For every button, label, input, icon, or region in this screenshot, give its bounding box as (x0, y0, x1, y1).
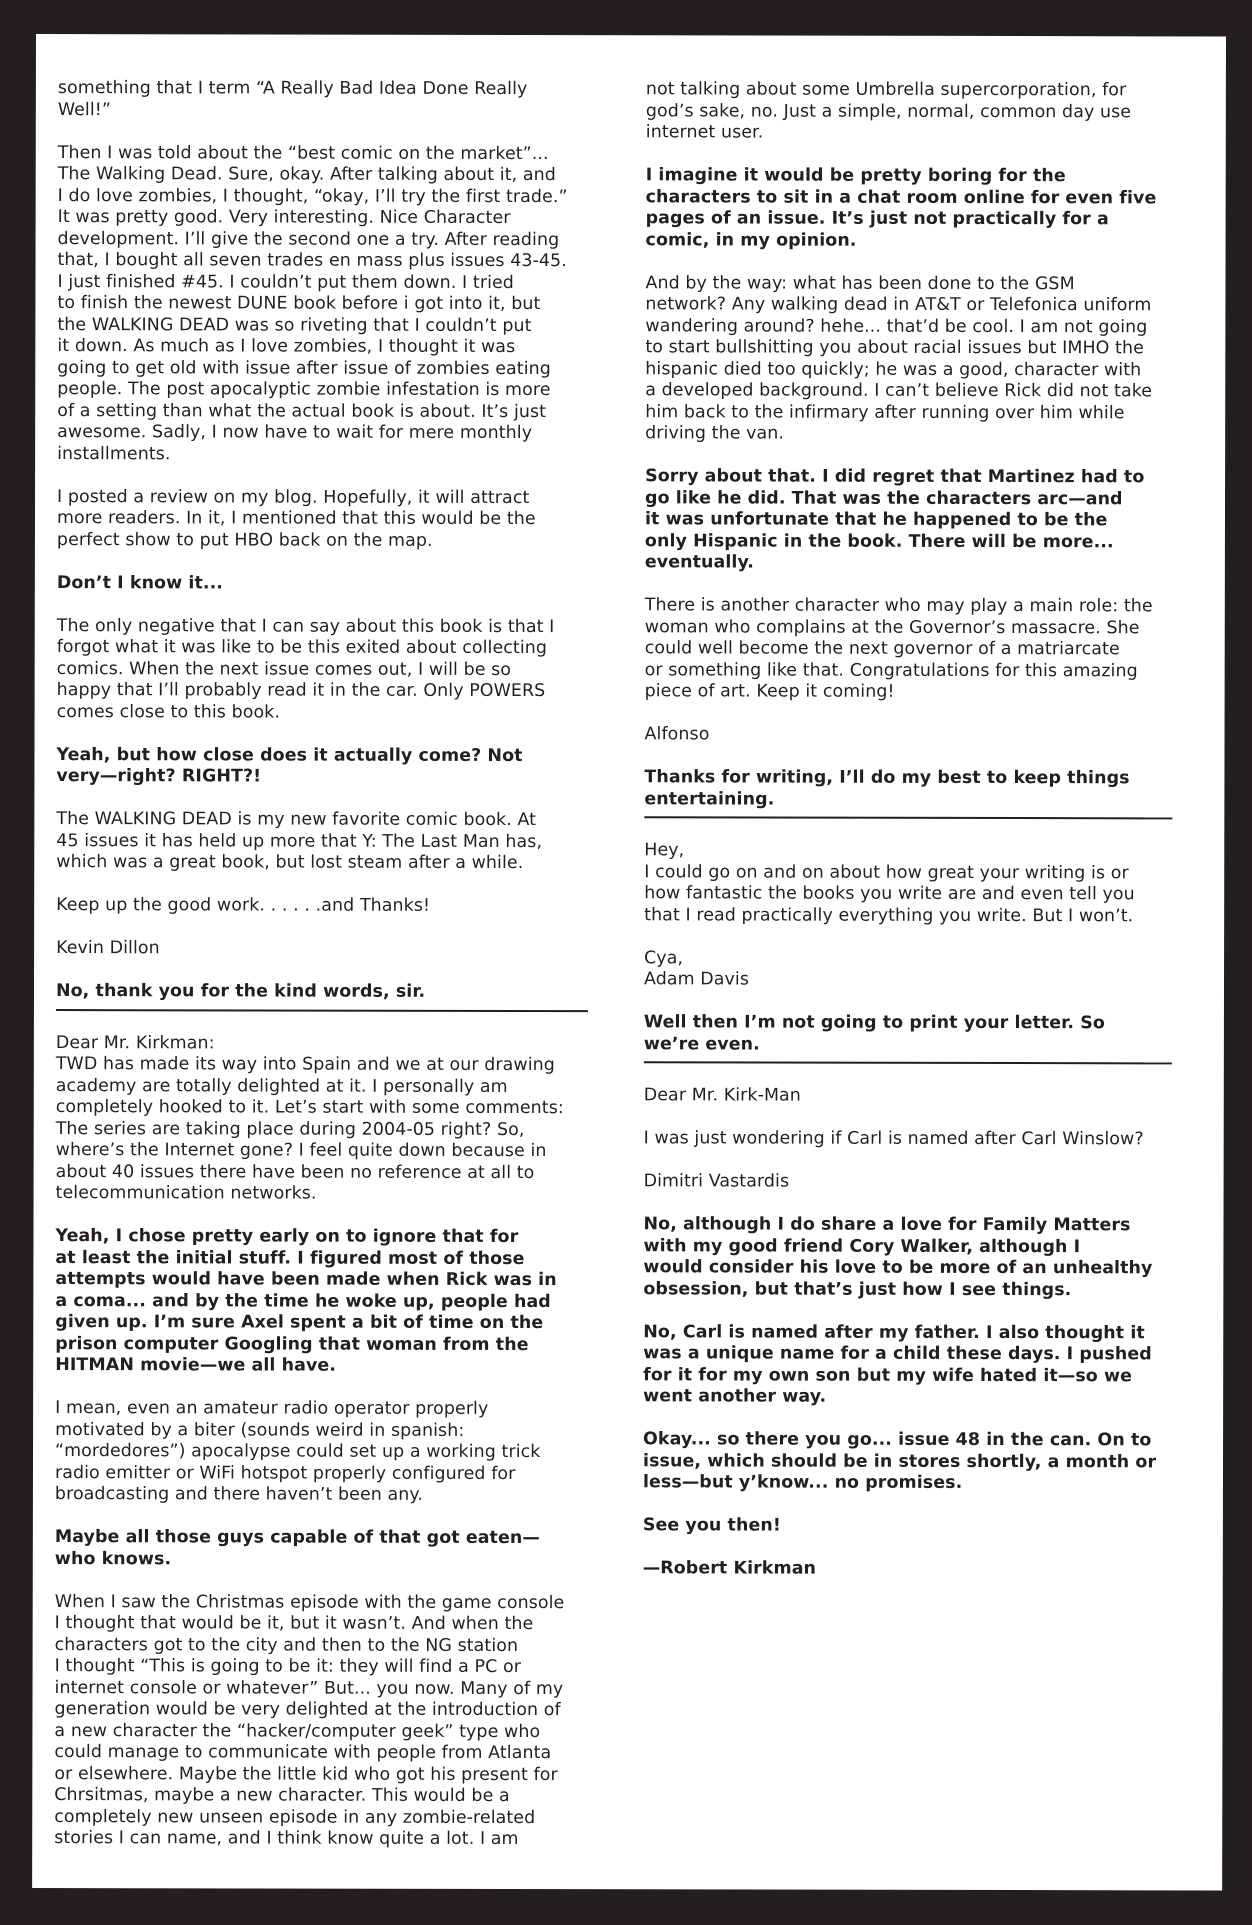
left-column (54, 78, 638, 1872)
letter-divider (644, 1061, 1172, 1064)
right-column (643, 79, 1206, 1602)
editor-reply: Yeah, I chose pretty early on to ignore that for at least the initial stuff. I figured most of those attempts would have been made when Rick was in a coma... and by the time he woke up, people had given up. I’m sure Axel spent a bit of time on the prison computer Googling that woman from the HITMAN movie—we all have. (55, 1226, 557, 1376)
letter-salutation: Dear Mr. Kirk-Man (643, 1085, 801, 1106)
editor-reply: See you then! (642, 1515, 781, 1536)
editor-reply: Okay... so there you go... issue 48 in the can. On to issue, which should be in stores shortly, a month or less—but y’know... no promises. (642, 1429, 1157, 1493)
editor-reply: No, Carl is named after my father. I also thought it was a unique name for a child these days. I pushed for it for my own son but my wife hated it—so we went another way. (643, 1321, 1152, 1407)
letter-paragraph: Then I was told about the “best comic on the market”... The Walking Dead. Sure, okay. After talking about it, and I do love zombies, I thought, “okay, I’ll try the first trade.” It was pretty good. Very interesting. Nice Character development. I’ll give the second one a try. After reading that, I bought all seven trades en mass plus issues 43-45. I just finished #45. I couldn’t put them down. I tried to finish the newest DUNE book before i got into it, but the WALKING DEAD was so riveting that I couldn’t put it down. As much as I love zombies, I thought it was going to get old with issue after issue of zombies eating people. The post apocalyptic zombie infestation is more of a setting than what the actual book is about. It’s just awesome. Sadly, I now have to wait for mere monthly installments. (57, 142, 568, 464)
editor-reply: Yeah, but how close does it actually come? Not very—right? RIGHT?! (56, 744, 523, 787)
letter-signature: Cya, Adam Davis (644, 947, 750, 990)
letter-paragraph: I was just wondering if Carl is named after Carl Winslow? (643, 1128, 1144, 1150)
letter-paragraph: The only negative that I can say about this book is that I forgot what it was like to be this exited about collecting comics. When the next issue comes out, I will be so happy that I’ll probably read it in the car. Only POWERS comes close to this book. (56, 615, 555, 723)
letter-signature: Kevin Dillon (56, 938, 160, 959)
editor-reply: No, although I do share a love for Family Matters with my good friend Cory Walker, although I would consider his love to be more of an unhealthy obsession, but that’s just how I see things. (643, 1214, 1153, 1300)
editor-reply: Don’t I know it... (56, 572, 224, 593)
letter-paragraph: And by the way: what has been done to the GSM network? Any walking dead in AT&T or Telefonica uniform wandering around? hehe... that’d be cool. I am not going to start bullshitting you about racial issues but IMHO the hispanic died too quickly; he was a good, character with a developed background. I can’t believe Rick did not take him back to the infirmary after running over him while driving the van. (645, 272, 1153, 444)
editor-reply: I imagine it would be pretty boring for the characters to sit in a chat room online for even five pages of an issue. It’s just not practically for a comic, in my opinion. (645, 165, 1157, 251)
letter-signature: Alfonso (644, 724, 710, 745)
letter-paragraph: The WALKING DEAD is my new favorite comic book. At 45 issues it has held up more that Y: The Last Man has, which was a great book, but lost steam after a while. (56, 809, 543, 874)
letter-paragraph: not talking about some Umbrella supercorporation, for god’s sake, no. Just a simple, normal, common day use internet user. (645, 79, 1132, 143)
editor-reply: Sorry about that. I did regret that Martinez had to go like he did. That was the characters arc—and it was unfortunate that he happened to be the only Hispanic in the book. There will be more... eventually. (644, 466, 1145, 573)
editor-reply: No, thank you for the kind words, sir. (55, 981, 426, 1002)
editor-signature: —Robert Kirkman (642, 1558, 817, 1579)
letter-divider (56, 1009, 588, 1012)
editor-reply: Maybe all those guys capable of that got eaten— who knows. (54, 1527, 540, 1569)
letter-signature: Dimitri Vastardis (643, 1171, 790, 1192)
letter-paragraph: Dear Mr. Kirkman: TWD has made its way into Spain and we at our drawing academy are totally delighted at it. I personally am completely hooked to it. Let’s start with some comments: The series are taking place during 2004-05 right? So, where’s the Internet gone? I feel quite down because in about 40 issues there have been no reference at all to telecommunication networks. (55, 1032, 564, 1204)
letter-paragraph: Keep up the good work. . . . . .and Thanks! (56, 895, 431, 916)
letter-paragraph: There is another character who may play a main role: the woman who complains at the Governor’s massacre. She could well become the next governor of a matriarcate or something like that. Congratulations for this amazing piece of art. Keep it coming! (644, 595, 1153, 702)
letter-paragraph: something that I term “A Really Bad Idea Done Really Well!” (57, 78, 528, 120)
editor-reply: Well then I’m not going to print your letter. So we’re even. (643, 1012, 1105, 1055)
letter-divider (644, 816, 1172, 819)
editor-reply: Thanks for writing, I’ll do my best to keep things entertaining. (644, 767, 1130, 810)
letter-paragraph: When I saw the Christmas episode with the game console I thought that would be it, but it wasn’t. And when the characters got to the city and then to the NG station I thought “This is going to be it: they will find a PC or internet console or whatever” But... you now. Many of my generation would be very delighted at the introduction of a new character the “hacker/computer geek” type who could manage to communicate with people from Atlanta or elsewhere. Maybe the little kid who got his present for Chrsitmas, maybe a new character. This would be a completely new unseen episode in any zombie-related stories I can name, and I think know quite a lot. I am (54, 1591, 565, 1850)
letter-paragraph: I mean, even an amateur radio operator properly motivated by a biter (sounds weird in spanish: “mordedores”) apocalypse could set up a working trick radio emitter or WiFi hotspot properly configured for broadcasting and there haven’t been any. (54, 1398, 541, 1505)
letter-paragraph: Hey, I could go on and on about how great your writing is or how fantastic the books you write are and even tell you that I read practically everything you write. But I won’t. (644, 840, 1135, 926)
letter-paragraph: I posted a review on my blog. Hopefully, it will attract more readers. In it, I mentioned that this would be the perfect show to put HBO back on the map. (56, 486, 536, 551)
letters-page (32, 34, 1226, 1890)
